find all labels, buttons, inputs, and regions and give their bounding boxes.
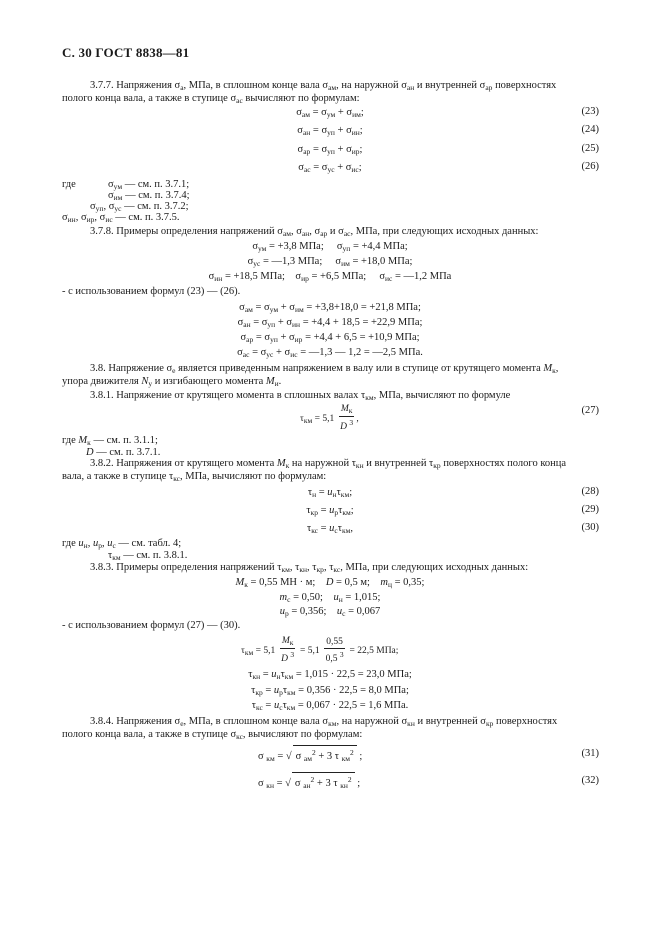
s382-where-1: где $u_н$, $u_р$, $u_с$ — см. табл. 4; (62, 538, 182, 550)
s383-data-row2: $m_с = 0,50$; $u_н = 1,015$; (279, 592, 381, 604)
s383-result-1: $\tau_{кн} = u_н\tau_{км} = 1,015 \cdot 22,5 = 23,0$ МПа; (248, 669, 412, 681)
formula-23-number: (23) (581, 106, 599, 117)
formula-31-number: (31) (581, 748, 599, 759)
where-ref-1: $\sigma_{ум}$ — см. п. 3.7.1; (108, 179, 190, 191)
where-ref-2: $\sigma_{им}$ — см. п. 3.7.4; (108, 190, 190, 202)
s383-using: - с использованием формул (27) — (30). (62, 620, 241, 631)
s378-using: - с использованием формул (23) — (26). (62, 286, 241, 297)
s383-data-row1: $M_к = 0,55$ МН · м; D = 0,5 м; $m_ц = 0,35$; (235, 577, 425, 589)
s384-line2: полого конца вала, а также в ступице $\sigma_{кс}$, вычисляют по формулам: (62, 729, 363, 741)
formula-26-number: (26) (581, 161, 599, 172)
s378-data-row2: $\sigma_{ус}$ = —1,3 МПа; $\sigma_{им} = +18,0$ МПа; (247, 256, 413, 268)
formula-25: $\sigma_{ар} = \sigma_{уп} + \sigma_{ир}$; (297, 144, 363, 156)
formula-28-number: (28) (581, 486, 599, 497)
s377-line1: 3.7.7. Напряжения $\sigma_а$, МПа, в сплошном конце вала $\sigma_{ам}$, на наружной $\sigma_{ан}$ и внутренней $\sigma_{ар}$ поверхностях (90, 80, 557, 92)
formula-24: $\sigma_{ан} = \sigma_{уп} + \sigma_{ин}$; (297, 125, 363, 137)
s382-line2: вала, а также в ступице $\tau_{кс}$, МПа, вычисляют по формулам: (62, 471, 327, 483)
formula-29: $\tau_{кр} = u_р\tau_{км}$; (306, 505, 354, 517)
s378-result-3: $\sigma_{ар} = \sigma_{уп} + \sigma_{ир} = +4,4 + 6,5 = +10,9$ МПа; (240, 332, 420, 344)
formula-31: σ $_{км}$ = √ σ $_{ам}^2$ + 3 τ $_{км}^2$ ; (258, 745, 362, 765)
where-ref-4: $\sigma_{ин}$, $\sigma_{ир}$, $\sigma_{ис}$ — см. п. 3.7.5. (62, 212, 180, 224)
formula-23: $\sigma_{ам} = \sigma_{ум} + \sigma_{им}$; (296, 107, 364, 119)
s38-line2: упора движителя $N_у$ и изгибающего момента $M_и$. (62, 376, 282, 388)
s383-result-2: $\tau_{кр} = u_р\tau_{км} = 0,356 \cdot 22,5 = 8,0$ МПа; (251, 685, 409, 697)
s378-result-4: $\sigma_{ас} = \sigma_{ус} + \sigma_{ис}$ = —1,3 — 1,2 = —2,5 МПа. (237, 347, 423, 359)
formula-27-number: (27) (581, 405, 599, 416)
s378-data-row1: $\sigma_{ум} = +3,8$ МПа; $\sigma_{уп} = +4,4$ МПа; (252, 241, 408, 253)
s383-result-3: $\tau_{кс} = u_с\tau_{км} = 0,067 \cdot 22,5 = 1,6$ МПа. (251, 700, 409, 712)
s383-data-row3: $u_р = 0,356$; $u_с = 0,067$ (279, 606, 381, 618)
s383-line1: 3.8.3. Примеры определения напряжений $\tau_{км}$, $\tau_{кн}$, $\tau_{кр}$, $\tau_{кс}$, МПа, при следующих исходных данных: (90, 562, 529, 574)
s378-data-row3: $\sigma_{ин} = +18,5$ МПа; $\sigma_{ир} = +6,5$ МПа; $\sigma_{ис}$ = —1,2 МПа (208, 271, 452, 283)
where-label: где (62, 179, 76, 190)
s38-where-1: где $M_к$ — см. п. 3.1.1; (62, 435, 158, 447)
formula-25-number: (25) (581, 143, 599, 154)
s381-line: 3.8.1. Напряжение от крутящего момента в сплошных валах $\tau_{км}$, МПа, вычисляют по формуле (90, 390, 511, 402)
s378-result-1: $\sigma_{ам} = \sigma_{ум} + \sigma_{им} = +3,8+18,0 = +21,8$ МПа; (239, 302, 421, 314)
formula-29-number: (29) (581, 504, 599, 515)
formula-28: $\tau_н = u_н\tau_{км}$; (307, 487, 353, 499)
page-header: С. 30 ГОСТ 8838—81 (62, 45, 190, 60)
formula-27: $\tau_{км} = 5,1$ $\frac{M_к}{D ^3}$ , (300, 404, 359, 432)
formula-32: σ $_{кн}$ = √ σ $_{ан}^2$ + 3 τ $_{кн}^2$ ; (258, 772, 360, 792)
formula-30: $\tau_{кс} = u_с\tau_{км}$, (306, 523, 354, 535)
s377-line2: полого конца вала, а также в ступице $\sigma_{ас}$ вычисляют по формулам: (62, 93, 360, 105)
s383-calc-main: $\tau_{км} = 5,1$ $\frac{M_к}{D ^3}$ = 5,1 $\frac{0,55}{0,5 ^3}$ = 22,5 МПа; (241, 636, 399, 664)
s382-where-2: $\tau_{км}$ — см. п. 3.8.1. (108, 550, 188, 562)
formula-24-number: (24) (581, 124, 599, 135)
s378-line: 3.7.8. Примеры определения напряжений $\sigma_{ам}$, $\sigma_{ан}$, $\sigma_{ар}$ и $\sigma_{ас}$, МПа, при следующих исходных данных: (90, 226, 539, 238)
s384-line1: 3.8.4. Напряжения $\sigma_е$, МПа, в сплошном конце вала $\sigma_{км}$, на наружной $\sigma_{кн}$ и внутренней $\sigma_{кр}$ поверхностях (90, 716, 558, 728)
where-ref-3: $\sigma_{уп}$, $\sigma_{ус}$ — см. п. 3.7.2; (90, 201, 189, 213)
formula-26: $\sigma_{ас} = \sigma_{ус} + \sigma_{ис}$; (298, 162, 362, 174)
s38-where-2: D — см. п. 3.7.1. (86, 447, 161, 458)
formula-32-number: (32) (581, 775, 599, 786)
formula-30-number: (30) (581, 522, 599, 533)
s378-result-2: $\sigma_{ан} = \sigma_{уп} + \sigma_{ин} = +4,4 + 18,5 = +22,9$ МПа; (237, 317, 423, 329)
s38-line1: 3.8. Напряжение $\sigma_е$ является приведенным напряжением в валу или в ступице от крутящего момента $M_к$, (90, 363, 559, 375)
s382-line1: 3.8.2. Напряжения от крутящего момента $M_к$ на наружной $\tau_{кн}$ и внутренней $\tau_{кр}$ поверхностях полого конца (90, 458, 567, 470)
